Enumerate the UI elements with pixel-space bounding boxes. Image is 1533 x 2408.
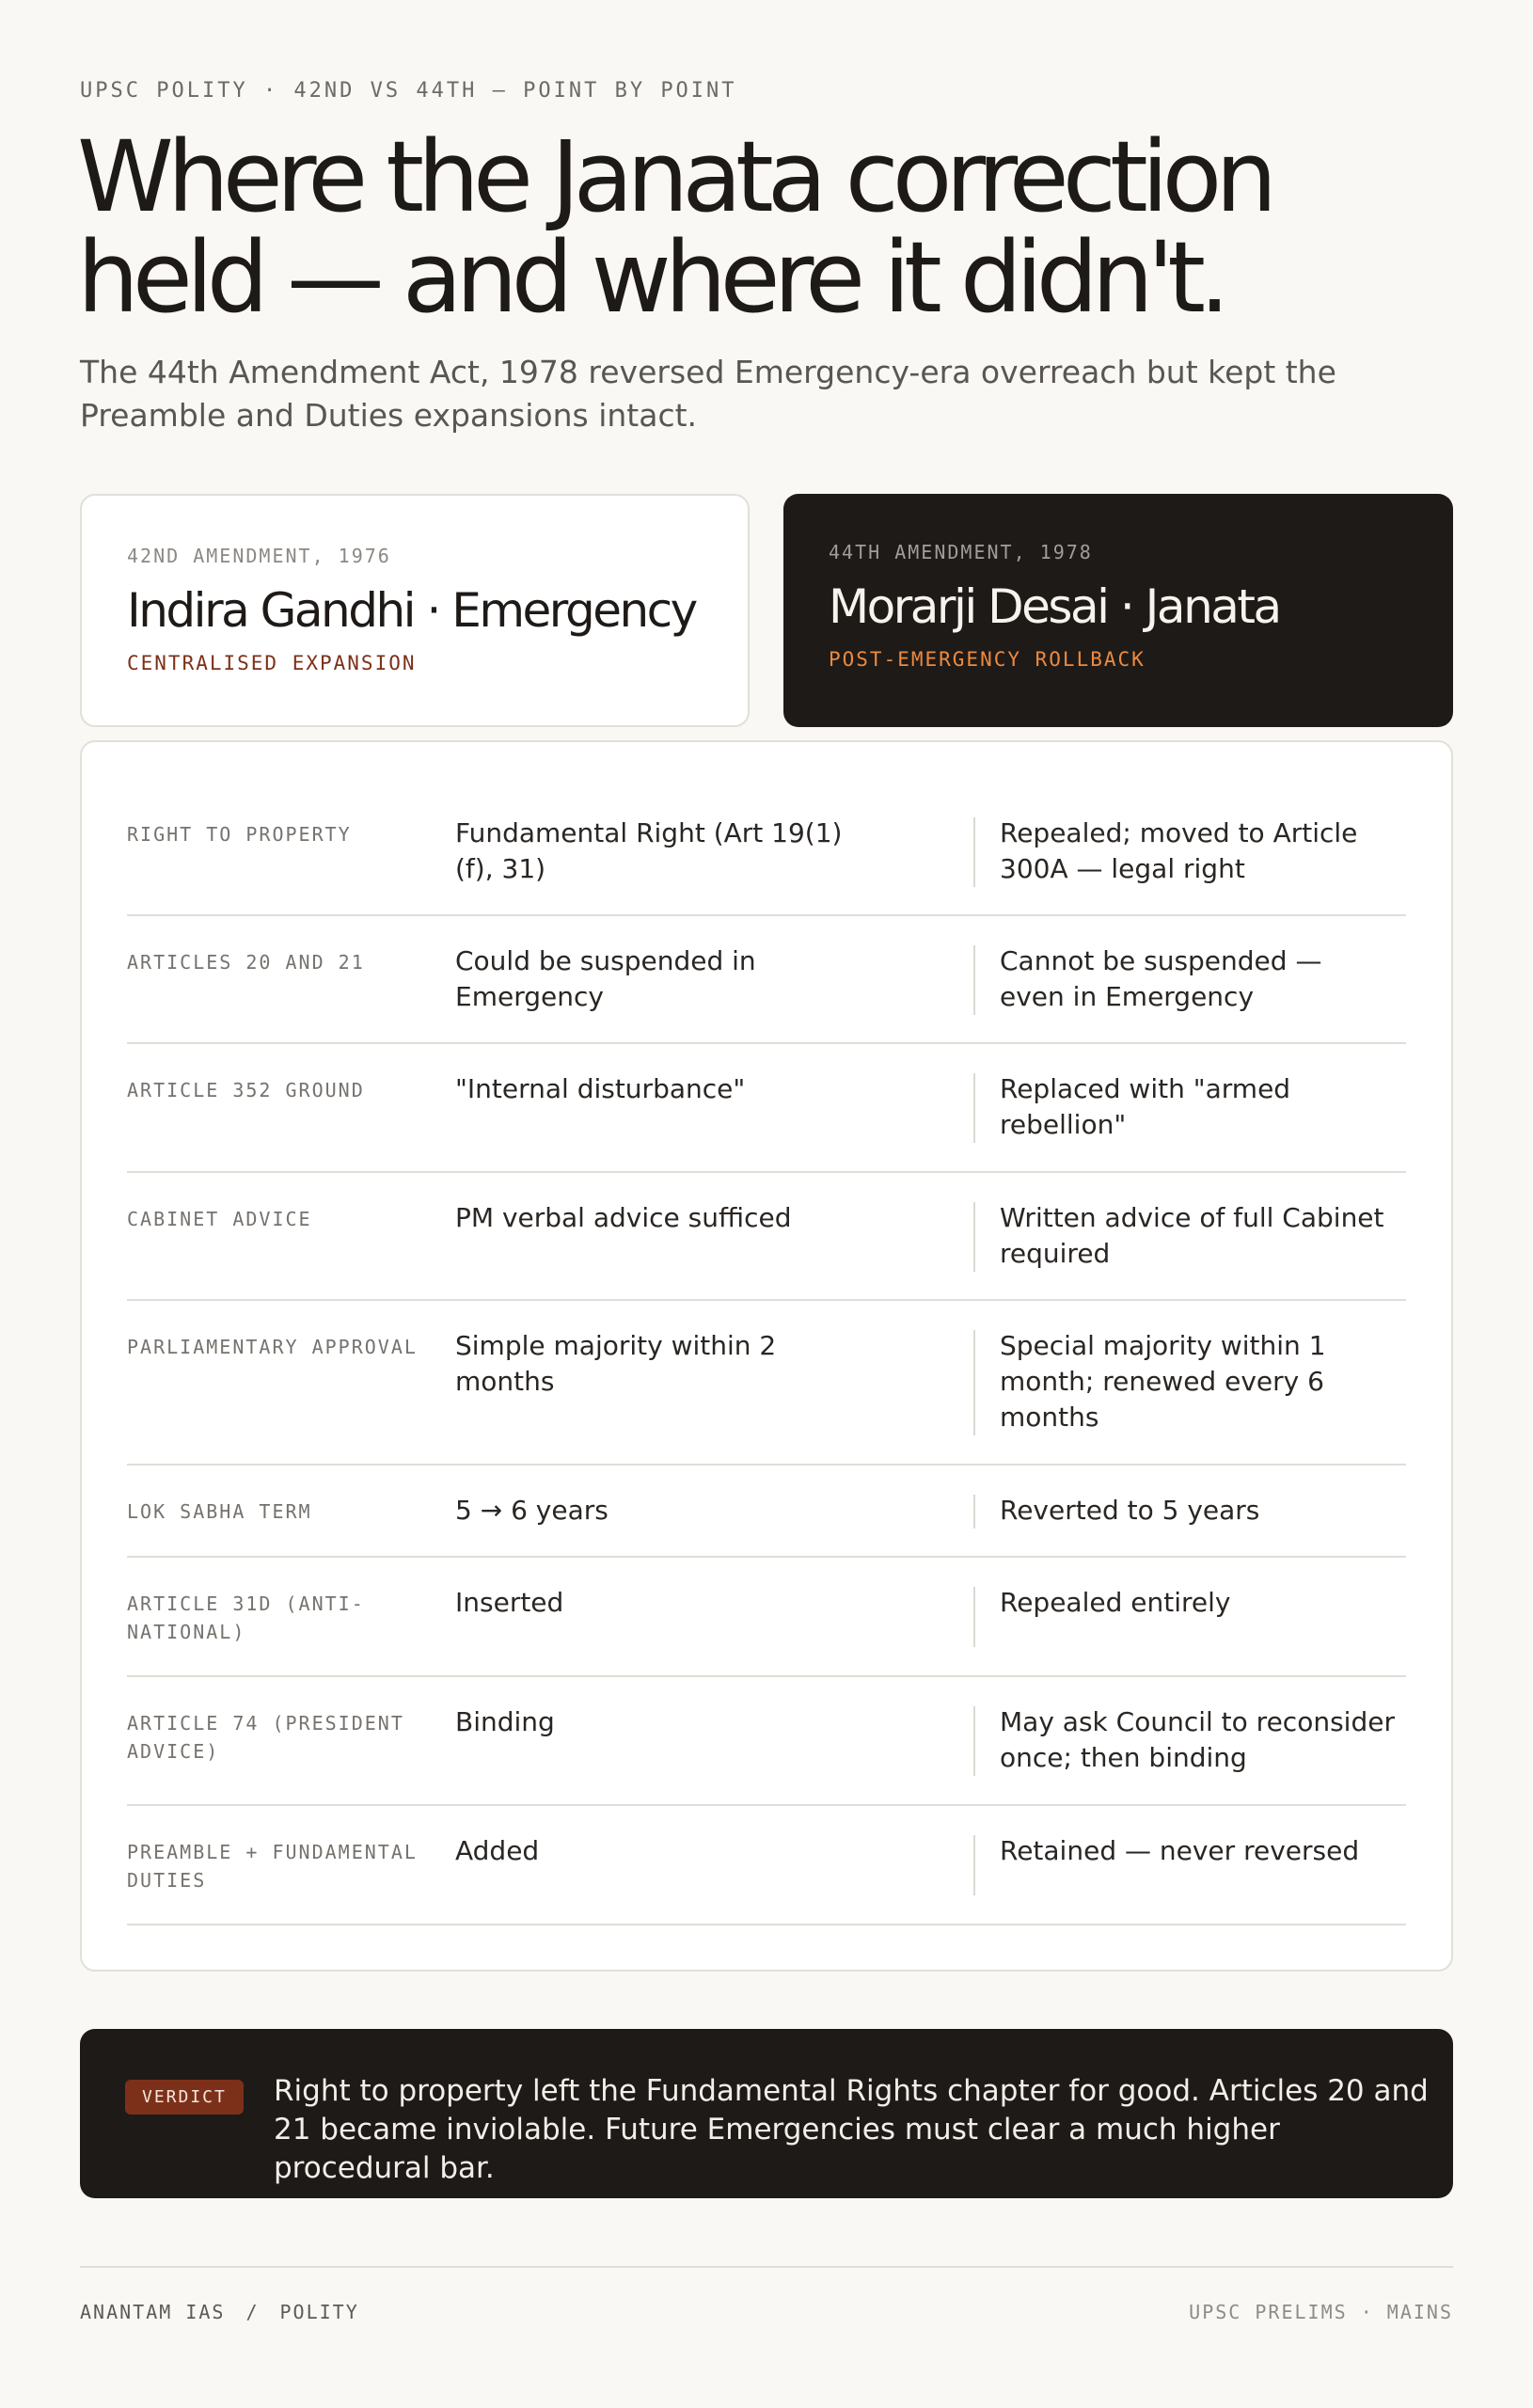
card-44th-amendment <box>783 494 1453 727</box>
card-kicker: 44TH AMENDMENT, 1978 <box>829 541 1093 563</box>
table-row <box>127 1173 1406 1301</box>
row-label: RIGHT TO PROPERTY <box>127 823 352 846</box>
table-row <box>127 1806 1406 1925</box>
comparison-table <box>80 740 1453 1972</box>
row-label: PARLIAMENTARY APPROVAL <box>127 1336 418 1358</box>
row-after: Written advice of full Cabinet required <box>1000 1202 1384 1269</box>
table-row <box>127 916 1406 1044</box>
table-row <box>127 1677 1406 1806</box>
row-before: Inserted <box>455 1587 564 1618</box>
card-tag: POST-EMERGENCY ROLLBACK <box>829 648 1146 671</box>
column-divider <box>973 945 975 1015</box>
row-before: Fundamental Right (Art 19(1)(f), 31) <box>455 817 843 884</box>
verdict-text: Right to property left the Fundamental Rights chapter for good. Articles 20 and 21 became inviolable. Future Emergencies must clear a much higher procedural bar. <box>274 2074 1429 2185</box>
column-divider <box>973 1706 975 1776</box>
eyebrow: UPSC POLITY · 42ND VS 44TH — POINT BY POINT <box>80 79 737 103</box>
row-after: Retained — never reversed <box>1000 1835 1360 1866</box>
footer-divider <box>80 2266 1453 2268</box>
row-label: LOK SABHA TERM <box>127 1500 312 1523</box>
column-divider <box>973 1073 975 1143</box>
column-divider <box>973 1330 975 1435</box>
row-label: CABINET ADVICE <box>127 1208 312 1230</box>
title-line-1: Where the Janata correction <box>77 119 1272 234</box>
card-name: Morarji Desai · Janata <box>829 579 1280 634</box>
card-tag: CENTRALISED EXPANSION <box>127 652 417 674</box>
row-label: ARTICLE 352 GROUND <box>127 1079 365 1101</box>
table-row <box>127 1044 1406 1173</box>
card-name: Indira Gandhi · Emergency <box>127 583 696 638</box>
subtitle: The 44th Amendment Act, 1978 reversed Emergency-era overreach but kept the Preamble and Duties expansions intact. <box>80 354 1336 434</box>
row-label: ARTICLE 31D (ANTI-NATIONAL) <box>127 1592 365 1643</box>
footer-section: POLITY <box>279 2301 359 2323</box>
column-divider <box>973 1202 975 1272</box>
row-label: PREAMBLE + FUNDAMENTAL DUTIES <box>127 1841 418 1892</box>
row-before: Added <box>455 1835 540 1866</box>
title-line-2: held — and where it didn't. <box>77 220 1225 335</box>
row-before: PM verbal advice sufficed <box>455 1202 792 1233</box>
column-divider <box>973 1587 975 1647</box>
row-before: "Internal disturbance" <box>455 1073 746 1104</box>
column-divider <box>973 817 975 887</box>
row-after: May ask Council to reconsider once; then binding <box>1000 1706 1395 1773</box>
table-row <box>127 1301 1406 1465</box>
table-row <box>127 742 1406 916</box>
row-after: Repealed; moved to Article 300A — legal right <box>1000 817 1358 884</box>
row-before: Binding <box>455 1706 555 1737</box>
column-divider <box>973 1495 975 1529</box>
footer-exams: UPSC PRELIMS · MAINS <box>1189 2301 1453 2323</box>
verdict-badge: VERDICT <box>125 2080 244 2115</box>
card-kicker: 42ND AMENDMENT, 1976 <box>127 545 391 567</box>
card-42nd-amendment <box>80 494 750 727</box>
row-before: 5 → 6 years <box>455 1495 608 1526</box>
row-after: Replaced with "armed rebellion" <box>1000 1073 1291 1140</box>
footer-brand <box>80 2301 359 2323</box>
page-title <box>77 119 1431 335</box>
row-after: Cannot be suspended — even in Emergency <box>1000 945 1322 1012</box>
row-after: Special majority within 1 month; renewed every 6 months <box>1000 1330 1326 1433</box>
footer-brand-name: ANANTAM IAS <box>80 2301 226 2323</box>
row-before: Could be suspended in Emergency <box>455 945 756 1012</box>
row-before: Simple majority within 2 months <box>455 1330 777 1397</box>
row-after: Repealed entirely <box>1000 1587 1231 1618</box>
row-after: Reverted to 5 years <box>1000 1495 1260 1526</box>
verdict-panel <box>80 2029 1453 2198</box>
table-row <box>127 1465 1406 1558</box>
row-label: ARTICLES 20 AND 21 <box>127 951 365 974</box>
footer-separator: / <box>245 2301 260 2323</box>
table-row <box>127 1558 1406 1677</box>
column-divider <box>973 1835 975 1895</box>
row-label: ARTICLE 74 (PRESIDENT ADVICE) <box>127 1712 404 1763</box>
